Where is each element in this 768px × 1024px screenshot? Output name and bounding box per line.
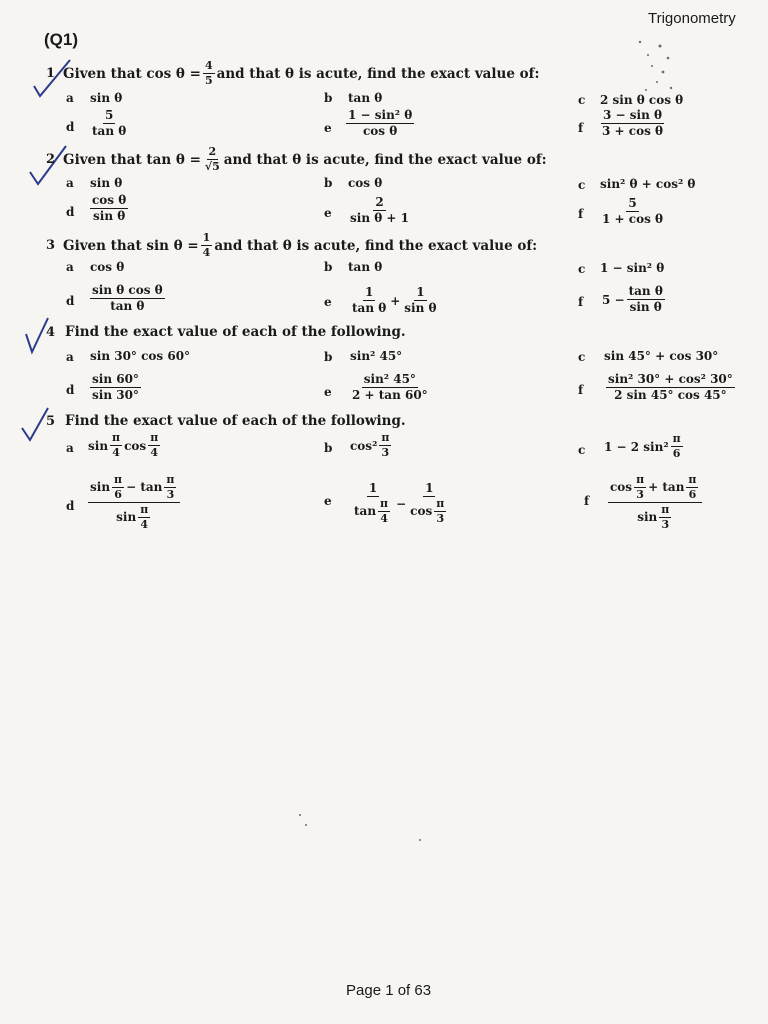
q1f-den: 3 + cos θ [602,124,664,139]
q3-given-den: 4 [202,246,211,260]
q4e-num: sin² 45° [362,373,418,388]
q5f-cosden: 3 [636,488,644,502]
q5a-den2: 4 [150,446,159,460]
q4d-num: sin 60° [90,373,141,388]
q3b-expr: tan θ [348,260,383,274]
q4a-expr: sin 30° cos 60° [90,349,191,363]
q4f-label: f [578,383,584,397]
q5c-prefix: 1 − 2 sin² [604,439,669,454]
q4-number: 4 [46,324,56,340]
q5b-cos2: cos² [350,438,378,453]
q2a-label: a [66,176,74,190]
q3f-label: f [578,295,584,309]
q4f-den: 2 sin 45° cos 45° [614,388,727,403]
q5d-expr [86,474,182,531]
q5e-tanden: 4 [380,512,388,526]
q5a-sin: sin [88,438,109,453]
q2f-num: 5 [626,197,638,212]
q2a-expr: sin θ [90,176,123,190]
q5a-pi1: π [110,432,122,446]
q4e-label: e [324,385,332,399]
q5e-pi1: π [378,498,390,512]
q1f-expr [598,109,667,138]
q5d-sin: sin [90,480,111,494]
q5b-label: b [324,441,333,455]
q5e-cosden: 3 [436,512,445,526]
q2d-label: d [66,205,75,219]
q3-given-num: 1 [201,232,213,246]
q4d-label: d [66,383,75,397]
q1-given-den: 5 [204,74,213,88]
q5d-sinden: 6 [114,488,122,502]
q5b-den: 3 [381,446,390,460]
q5c-den: 6 [672,447,681,461]
q3e-num2: 1 [414,286,426,301]
q5e-label: e [324,494,332,508]
q1-text-end: and that θ is acute, find the exact value of: [216,65,540,82]
q5a-den1: 4 [112,446,120,460]
page-number: Page 1 of 63 [346,982,432,999]
q1-given-num: 4 [203,60,215,74]
q5f-label: f [584,494,590,508]
q1e-label: e [324,121,332,135]
q5d-dsin: sin [116,510,137,525]
q2-text-end: and that θ is acute, find the exact value of: [223,151,547,168]
q2f-label: f [578,207,584,221]
q5e-minus: − [396,496,407,511]
q1d-num: 5 [103,109,115,124]
q1d-expr [88,109,130,138]
q5d-dden: 4 [140,518,149,532]
q3d-num: sin θ cos θ [90,284,165,299]
q2c-label: c [578,178,586,192]
q5f-dden: 3 [661,518,670,532]
q5e-tan: tan [354,504,377,519]
q3e-expr [348,286,441,315]
q3e-den1: tan θ [352,301,387,316]
q1d-label: d [66,120,75,134]
q5d-pi2: π [164,474,176,488]
q3-text-start: Given that sin θ = [63,237,199,254]
q4d-den: sin 30° [92,388,139,403]
q4c-expr: sin 45° + cos 30° [604,349,719,363]
q5d-minus: − tan [126,480,163,494]
q4b-expr: sin² 45° [350,349,403,363]
q2b-label: b [324,176,333,190]
q1f-label: f [578,121,584,135]
q3d-expr [88,284,167,313]
q4b-label: b [324,350,333,364]
q5a-expr [88,432,162,459]
q3f-num: tan θ [627,285,665,300]
q3-number: 3 [46,238,56,254]
q3e-den2: sin θ [404,301,437,316]
q4f-expr [604,373,737,402]
q2c-expr: sin² θ + cos² θ [600,177,696,191]
q1a-label: a [66,91,74,105]
q1c-label: c [578,93,586,107]
q2f-expr [598,197,667,226]
q2b-expr: cos θ [348,176,383,190]
q5b-pi: π [379,432,391,446]
q4a-label: a [66,350,74,364]
q3c-expr: 1 − sin² θ [600,261,665,275]
q4d-expr [88,373,143,402]
q5f-plus: + tan [648,480,685,494]
q4-text: Find the exact value of each of the following. [65,324,406,340]
q2d-den: sin θ [93,209,126,224]
q2e-den: sin θ + 1 [350,211,409,226]
question-tag: (Q1) [44,30,78,49]
q2-given-den: √5 [204,160,220,174]
q3d-den: tan θ [110,299,145,314]
q3b-label: b [324,260,333,274]
q2d-num: cos θ [90,194,128,209]
q5a-label: a [66,441,74,455]
q2d-expr [88,194,130,223]
q1f-num: 3 − sin θ [601,109,664,124]
q3f-expr [602,285,667,314]
q2-number: 2 [46,152,56,168]
q3f-den: sin θ [629,300,662,315]
q5f-pi1: π [634,474,646,488]
q1b-expr: tan θ [348,91,383,105]
q5e-cos: cos [410,504,433,519]
q5c-expr [604,433,685,460]
q5-text: Find the exact value of each of the following. [65,413,406,429]
q3e-num1: 1 [363,286,375,301]
q3c-label: c [578,262,586,276]
q3f-prefix: 5 − [602,292,625,307]
q2-text-start: Given that tan θ = [63,151,201,168]
q5f-pi2: π [686,474,698,488]
q5f-pi3: π [659,504,671,518]
q1a-expr: sin θ [90,91,123,105]
q3a-label: a [66,260,74,274]
q3e-label: e [324,295,332,309]
q4e-expr [348,373,432,402]
q5a-pi2: π [148,432,160,446]
q3e-op: + [390,293,401,308]
q5d-pi3: π [138,504,150,518]
q5c-pi: π [671,433,683,447]
q5d-pi1: π [112,474,124,488]
q4c-label: c [578,350,586,364]
q5b-expr [350,432,393,459]
q5f-tanden: 6 [688,488,697,502]
q2e-label: e [324,206,332,220]
q5a-cos: cos [124,438,147,453]
q2-given-num: 2 [207,146,219,160]
q5e-expr [350,482,452,525]
q5f-dsin: sin [637,510,658,525]
q2f-den: 1 + cos θ [602,212,664,227]
q5d-tanden: 3 [166,488,175,502]
q3d-label: d [66,294,75,308]
q1d-den: tan θ [92,124,127,139]
q5e-one1: 1 [367,482,379,497]
q4f-num: sin² 30° + cos² 30° [606,373,735,388]
q4e-den: 2 + tan 60° [352,388,428,403]
q1-number: 1 [46,66,56,82]
q5-number: 5 [46,413,56,429]
topic-title: Trigonometry [648,10,736,27]
q5f-expr [606,474,704,531]
q1e-den: cos θ [363,124,398,139]
q1e-num: 1 − sin² θ [346,109,414,124]
q2e-num: 2 [373,196,385,211]
q1c-expr: 2 sin θ cos θ [600,93,684,107]
q1b-label: b [324,91,333,105]
q3a-expr: cos θ [90,260,125,274]
q2e-expr [346,196,413,225]
q1e-expr [344,109,416,138]
q5e-one2: 1 [423,482,435,497]
q5d-label: d [66,499,75,513]
q1-text-start: Given that cos θ = [63,65,201,82]
q3-text-end: and that θ is acute, find the exact value of: [214,237,538,254]
q5f-cos: cos [610,480,633,494]
q5c-label: c [578,443,586,457]
q5e-pi2: π [434,498,446,512]
